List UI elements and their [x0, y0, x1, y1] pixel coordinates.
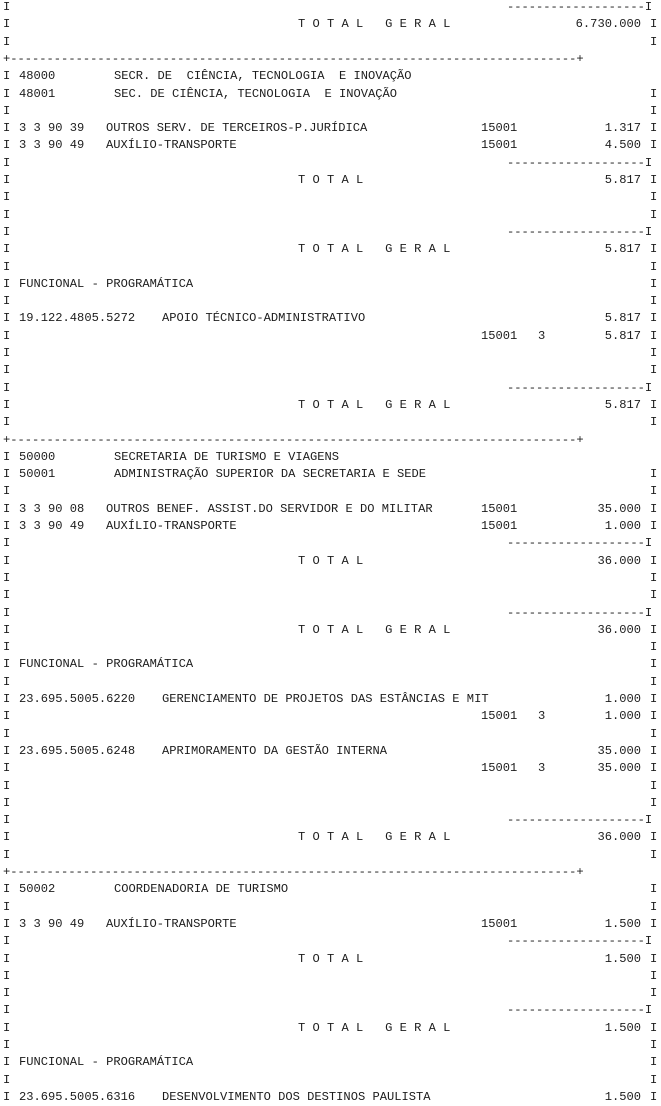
right-border: I [650, 34, 658, 49]
total-geral-value: 36.000 [597, 622, 641, 637]
blank-row [0, 726, 661, 743]
right-border: I [650, 830, 658, 845]
unit-name: COORDENADORIA DE TURISMO [114, 882, 289, 897]
right-border: I [650, 17, 658, 32]
total-geral-label: T O T A L G E R A L [298, 397, 451, 412]
total-geral-row [0, 622, 661, 639]
left-border: I [3, 294, 11, 309]
right-border: I [650, 207, 658, 222]
source-code: 15001 [481, 916, 518, 931]
section-separator: +------------------------------------------------------------------------------+ [3, 432, 584, 447]
rule-line: -------------------I [507, 155, 653, 170]
rule-line: -------------------I [507, 605, 653, 620]
right-border: I [650, 674, 658, 689]
right-border: I [650, 986, 658, 1001]
total-value: 36.000 [597, 553, 641, 568]
modality-code: 3 [538, 328, 546, 343]
left-border: I [3, 121, 11, 136]
modality-code: 3 [538, 761, 546, 776]
left-border: I [3, 709, 11, 724]
program-value: 1.500 [604, 1089, 641, 1104]
left-border: I [3, 570, 11, 585]
blank-row [0, 414, 661, 431]
blank-row [0, 259, 661, 276]
rule-row [0, 933, 661, 950]
left-border: I [3, 276, 11, 291]
program-source-row [0, 708, 661, 725]
rule-row [0, 1002, 661, 1019]
org-code: 48000 [19, 69, 56, 84]
source-code: 15001 [481, 501, 518, 516]
program-code: 23.695.5005.6220 [19, 692, 136, 706]
expense-value: 1.500 [604, 916, 641, 931]
total-label: T O T A L [298, 553, 364, 568]
total-row [0, 553, 661, 570]
left-border: I [3, 190, 11, 205]
blank-row [0, 899, 661, 916]
unit-row [0, 466, 661, 483]
separator-row [0, 51, 661, 68]
total-geral-value: 1.500 [604, 1020, 641, 1035]
rule-line: -------------------I [507, 380, 653, 395]
right-border: I [650, 951, 658, 966]
rule-line: -------------------I [507, 1003, 653, 1018]
program-total-geral-row [0, 829, 661, 846]
blank-row [0, 362, 661, 379]
total-value: 5.817 [604, 173, 641, 187]
expense-value: 4.500 [604, 138, 641, 153]
expense-code: 3 3 90 49 [19, 138, 85, 153]
left-border: I [3, 346, 11, 360]
blank-row [0, 293, 661, 310]
source-code: 15001 [481, 519, 518, 533]
left-border: I [3, 501, 11, 516]
blank-row [0, 778, 661, 795]
blank-row [0, 985, 661, 1002]
left-border: I [3, 588, 11, 603]
left-border: I [3, 1003, 11, 1018]
expense-value: 1.317 [604, 121, 641, 136]
section-separator: +------------------------------------------------------------------------------+ [3, 865, 584, 879]
blank-row [0, 674, 661, 691]
rule-row [0, 224, 661, 241]
total-geral-row [0, 241, 661, 258]
right-border: I [650, 968, 658, 983]
blank-row [0, 968, 661, 985]
program-description: GERENCIAMENTO DE PROJETOS DAS ESTÂNCIAS E MIT [162, 692, 489, 706]
program-description: DESENVOLVIMENTO DOS DESTINOS PAULISTA [162, 1089, 431, 1104]
left-border: I [3, 519, 11, 533]
right-border: I [650, 467, 658, 482]
unit-code: 48001 [19, 86, 56, 101]
blank-row [0, 345, 661, 362]
left-border: I [3, 934, 11, 949]
blank-row [0, 587, 661, 604]
left-border: I [3, 536, 11, 551]
right-border: I [650, 882, 658, 897]
blank-row [0, 207, 661, 224]
total-geral-value: 6.730.000 [575, 17, 641, 32]
left-border: I [3, 882, 11, 897]
funcional-heading-row [0, 1054, 661, 1071]
expense-description: OUTROS BENEF. ASSIST.DO SERVIDOR E DO MILITAR [106, 501, 433, 516]
funcional-heading: FUNCIONAL - PROGRAMÁTICA [19, 1055, 194, 1070]
expense-row [0, 120, 661, 137]
program-total-geral-row [0, 397, 661, 414]
program-row [0, 310, 661, 327]
left-border: I [3, 34, 11, 49]
right-border: I [650, 138, 658, 153]
program-source-row [0, 760, 661, 777]
expense-code: 3 3 90 49 [19, 916, 85, 931]
right-border: I [650, 570, 658, 585]
blank-row [0, 189, 661, 206]
right-border: I [650, 916, 658, 931]
source-code: 15001 [481, 121, 518, 136]
rule-row [0, 155, 661, 172]
total-geral-value: 36.000 [597, 830, 641, 845]
left-border: I [3, 795, 11, 810]
program-row [0, 743, 661, 760]
blank-row [0, 34, 661, 51]
expense-code: 3 3 90 39 [19, 121, 85, 136]
program-row [0, 1089, 661, 1106]
source-code: 15001 [481, 328, 518, 343]
source-code: 15001 [481, 709, 518, 724]
left-border: I [3, 778, 11, 793]
left-border: I [3, 692, 11, 706]
right-border: I [650, 778, 658, 793]
left-border: I [3, 899, 11, 914]
expense-value: 35.000 [597, 501, 641, 516]
program-value: 5.817 [604, 311, 641, 326]
right-border: I [650, 1038, 658, 1052]
left-border: I [3, 259, 11, 274]
rule-line: -------------------I [507, 934, 653, 949]
expense-description: AUXÍLIO-TRANSPORTE [106, 138, 237, 153]
right-border: I [650, 328, 658, 343]
right-border: I [650, 363, 658, 378]
total-geral-label: T O T A L G E R A L [298, 1020, 451, 1035]
right-border: I [650, 657, 658, 672]
right-border: I [650, 397, 658, 412]
left-border: I [3, 986, 11, 1001]
left-border: I [3, 69, 11, 84]
left-border: I [3, 415, 11, 430]
rule-row [0, 812, 661, 829]
blank-row [0, 1072, 661, 1089]
left-border: I [3, 968, 11, 983]
right-border: I [650, 484, 658, 499]
right-border: I [650, 86, 658, 101]
expense-description: OUTROS SERV. DE TERCEIROS-P.JURÍDICA [106, 121, 368, 136]
rule-row [0, 535, 661, 552]
left-border: I [3, 674, 11, 689]
expense-row [0, 518, 661, 535]
expense-description: AUXÍLIO-TRANSPORTE [106, 916, 237, 931]
right-border: I [650, 622, 658, 637]
program-row [0, 691, 661, 708]
right-border: I [650, 519, 658, 533]
total-geral-label: T O T A L G E R A L [298, 830, 451, 845]
program-code: 23.695.5005.6316 [19, 1089, 136, 1104]
left-border: I [3, 86, 11, 101]
left-border: I [3, 397, 11, 412]
right-border: I [650, 346, 658, 360]
right-border: I [650, 294, 658, 309]
unit-row [0, 881, 661, 898]
left-border: I [3, 155, 11, 170]
unit-name: ADMINISTRAÇÃO SUPERIOR DA SECRETARIA E SEDE [114, 467, 427, 482]
right-border: I [650, 1072, 658, 1087]
rule-row [0, 380, 661, 397]
left-border: I [3, 242, 11, 257]
program-source-row [0, 328, 661, 345]
rule-line: -------------------I [507, 0, 653, 14]
unit-code: 50001 [19, 467, 56, 482]
right-border: I [650, 121, 658, 136]
right-border: I [650, 1020, 658, 1035]
unit-name: SEC. DE CIÊNCIA, TECNOLOGIA E INOVAÇÃO [114, 86, 398, 101]
left-border: I [3, 726, 11, 741]
right-border: I [650, 761, 658, 776]
left-border: I [3, 916, 11, 931]
right-border: I [650, 588, 658, 603]
program-sub-value: 5.817 [604, 328, 641, 343]
blank-row [0, 1037, 661, 1054]
left-border: I [3, 761, 11, 776]
left-border: I [3, 328, 11, 343]
total-geral-label: T O T A L G E R A L [298, 242, 451, 257]
expense-row [0, 501, 661, 518]
expense-description: AUXÍLIO-TRANSPORTE [106, 519, 237, 533]
unit-code: 50002 [19, 882, 56, 897]
right-border: I [650, 847, 658, 862]
total-label: T O T A L [298, 951, 364, 966]
left-border: I [3, 17, 11, 32]
right-border: I [650, 190, 658, 205]
org-code: 50000 [19, 449, 56, 464]
source-code: 15001 [481, 138, 518, 153]
right-border: I [650, 276, 658, 291]
right-border: I [650, 173, 658, 187]
unit-row [0, 86, 661, 103]
funcional-heading-row [0, 276, 661, 293]
left-border: I [3, 138, 11, 153]
left-border: I [3, 622, 11, 637]
rule-line: -------------------I [507, 536, 653, 551]
left-border: I [3, 363, 11, 378]
left-border: I [3, 847, 11, 862]
modality-code: 3 [538, 709, 546, 724]
right-border: I [650, 242, 658, 257]
right-border: I [650, 899, 658, 914]
left-border: I [3, 1072, 11, 1087]
left-border: I [3, 311, 11, 326]
left-border: I [3, 173, 11, 187]
left-border: I [3, 103, 11, 118]
funcional-heading-row [0, 656, 661, 673]
left-border: I [3, 467, 11, 482]
right-border: I [650, 1089, 658, 1104]
total-geral-value: 5.817 [604, 242, 641, 257]
left-border: I [3, 813, 11, 828]
left-border: I [3, 1089, 11, 1104]
blank-row [0, 847, 661, 864]
separator-row [0, 432, 661, 449]
left-border: I [3, 640, 11, 655]
funcional-heading: FUNCIONAL - PROGRAMÁTICA [19, 276, 194, 291]
expense-code: 3 3 90 08 [19, 501, 85, 516]
right-border: I [650, 311, 658, 326]
program-sub-value: 35.000 [597, 761, 641, 776]
right-border: I [650, 709, 658, 724]
org-row [0, 68, 661, 85]
left-border: I [3, 830, 11, 845]
top-total-geral-row [0, 16, 661, 33]
program-code: 19.122.4805.5272 [19, 311, 136, 326]
rule-line: -------------------I [507, 813, 653, 828]
right-border: I [650, 640, 658, 655]
expense-code: 3 3 90 49 [19, 519, 85, 533]
left-border: I [3, 0, 11, 14]
left-border: I [3, 1055, 11, 1070]
left-border: I [3, 951, 11, 966]
program-sub-value: 1.000 [604, 709, 641, 724]
org-name: SECRETARIA DE TURISMO E VIAGENS [114, 449, 339, 464]
right-border: I [650, 743, 658, 758]
left-border: I [3, 1020, 11, 1035]
left-border: I [3, 657, 11, 672]
left-border: I [3, 553, 11, 568]
left-border: I [3, 484, 11, 499]
total-geral-label: T O T A L G E R A L [298, 622, 451, 637]
right-border: I [650, 553, 658, 568]
right-border: I [650, 259, 658, 274]
total-geral-label: T O T A L G E R A L [298, 17, 451, 32]
source-code: 15001 [481, 761, 518, 776]
total-geral-value: 5.817 [604, 397, 641, 412]
rule-line: -------------------I [507, 224, 653, 239]
right-border: I [650, 103, 658, 118]
expense-row [0, 916, 661, 933]
right-border: I [650, 795, 658, 810]
right-border: I [650, 501, 658, 516]
right-border: I [650, 692, 658, 706]
left-border: I [3, 207, 11, 222]
expense-value: 1.000 [604, 519, 641, 533]
blank-row [0, 795, 661, 812]
org-name: SECR. DE CIÊNCIA, TECNOLOGIA E INOVAÇÃO [114, 69, 412, 84]
left-border: I [3, 743, 11, 758]
left-border: I [3, 224, 11, 239]
program-description: APOIO TÉCNICO-ADMINISTRATIVO [162, 311, 366, 326]
total-row [0, 951, 661, 968]
blank-row [0, 483, 661, 500]
org-row [0, 449, 661, 466]
left-border: I [3, 449, 11, 464]
program-description: APRIMORAMENTO DA GESTÃO INTERNA [162, 743, 387, 758]
total-row [0, 172, 661, 189]
funcional-heading: FUNCIONAL - PROGRAMÁTICA [19, 657, 194, 672]
program-value: 35.000 [597, 743, 641, 758]
total-label: T O T A L [298, 173, 364, 187]
left-border: I [3, 1038, 11, 1052]
left-border: I [3, 605, 11, 620]
separator-row [0, 864, 661, 881]
program-code: 23.695.5005.6248 [19, 743, 136, 758]
left-border: I [3, 380, 11, 395]
blank-row [0, 639, 661, 656]
right-border: I [650, 726, 658, 741]
blank-row [0, 103, 661, 120]
blank-row [0, 570, 661, 587]
rule-row [0, 0, 661, 16]
section-separator: +------------------------------------------------------------------------------+ [3, 51, 584, 66]
total-geral-row [0, 1020, 661, 1037]
rule-row [0, 605, 661, 622]
total-value: 1.500 [604, 951, 641, 966]
right-border: I [650, 1055, 658, 1070]
right-border: I [650, 415, 658, 430]
program-value: 1.000 [604, 692, 641, 706]
expense-row [0, 137, 661, 154]
